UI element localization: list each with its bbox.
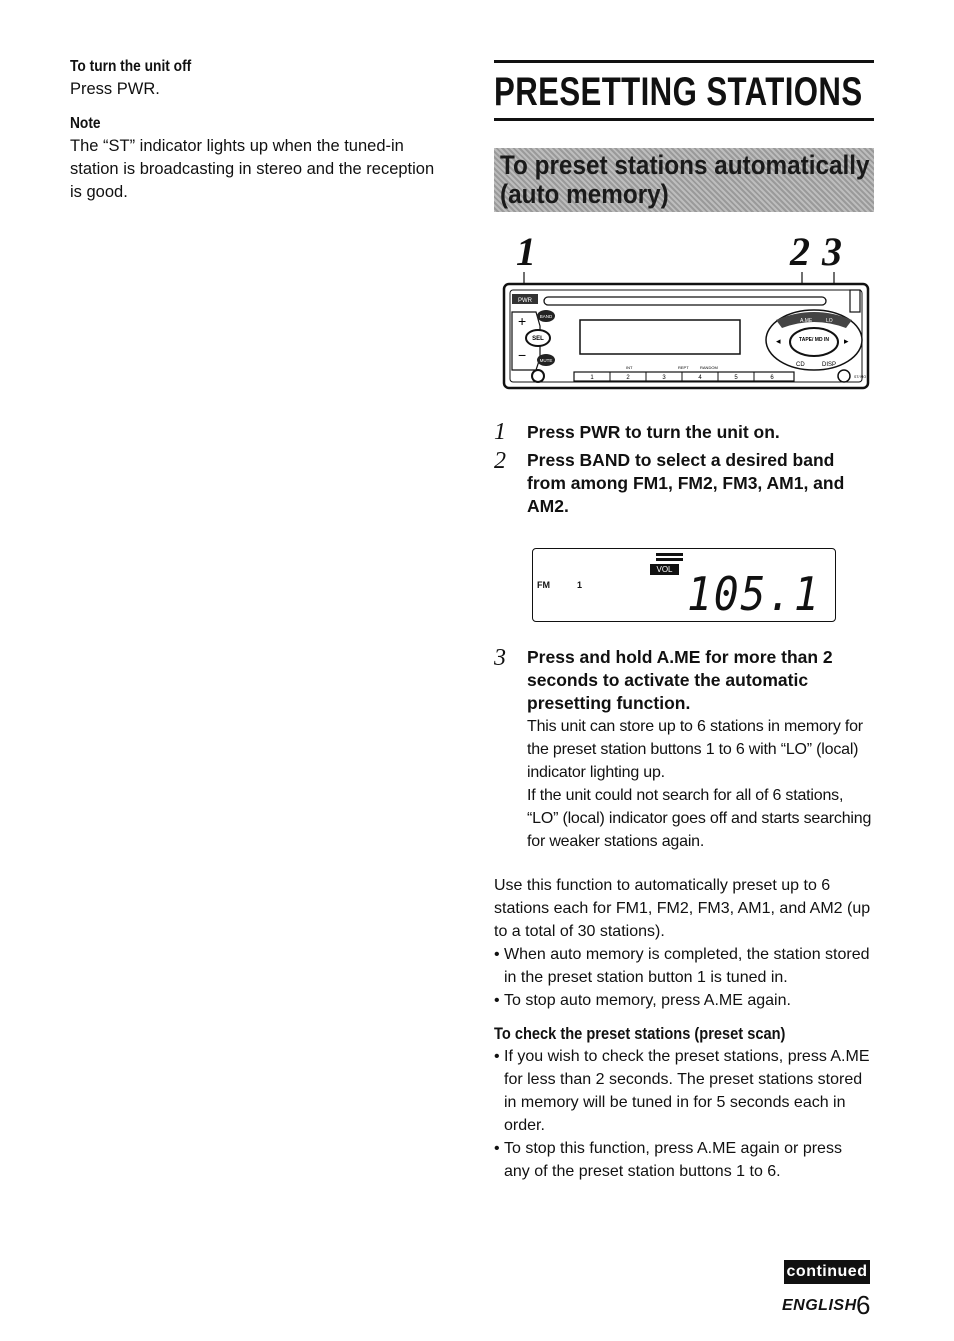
list-item: [494, 943, 872, 989]
int-label: INT: [626, 365, 633, 370]
step-3-body-1: This unit can store up to 6 stations in memory for the preset station buttons 1 to 6 with “LO” (local) indicator lighting up.: [527, 718, 863, 781]
lcd-band: FM: [537, 580, 550, 590]
turn-off-text: Press PWR.: [70, 80, 160, 98]
note-heading: Note: [70, 115, 101, 132]
title-rule-top: [494, 60, 874, 63]
callout-2: 2: [790, 229, 810, 274]
bullet-icon: •: [494, 1140, 500, 1157]
minus-label: −: [518, 347, 527, 363]
continued-badge: continued: [784, 1260, 870, 1284]
callout-1: 1: [516, 229, 536, 274]
page-title: PRESETTING STATIONS: [494, 70, 863, 114]
right-arrow-icon: ▸: [844, 336, 849, 346]
rept-label: REPT: [678, 365, 689, 370]
bullet-icon: •: [494, 946, 500, 963]
banner-heading: [500, 151, 870, 209]
lcd-segment-mid: [656, 558, 683, 561]
left-arrow-icon: ◂: [776, 336, 781, 346]
step-1-number: 1: [494, 419, 506, 445]
bullet-text: To stop this function, press A.ME again or press any of the preset station buttons 1 to 6.: [504, 1140, 842, 1180]
bullet-text: If you wish to check the preset stations, press A.ME for less than 2 seconds. The preset stations stored in memory will be tuned in for 5 seconds each in order.: [504, 1048, 870, 1134]
bottom-section: [494, 874, 872, 1183]
mute-label: MUTE: [539, 358, 553, 363]
step-3-body-2: If the unit could not search for all of 6 stations, “LO” (local) indicator goes off and starts searching for weaker stations again.: [527, 787, 872, 850]
callout-3: 3: [822, 229, 842, 274]
list-item: [494, 1045, 872, 1137]
list-item: [494, 1137, 872, 1183]
preset-scan-heading: To check the preset stations (preset scan): [494, 1024, 786, 1043]
step-2-number: 2: [494, 448, 506, 474]
bullet-icon: •: [494, 992, 500, 1009]
random-label: RANDOM: [700, 365, 718, 370]
lcd-frequency: 105.1: [687, 567, 821, 621]
intro-text: Use this function to automatically preset up to 6 stations each for FM1, FM2, FM3, AM1, and AM2 (up to a total of 30 stations).: [494, 877, 871, 940]
car-stereo-diagram: [500, 268, 872, 392]
step-3-heading: Press and hold A.ME for more than 2 seconds to activate the automatic presetting function.: [527, 647, 833, 713]
step-3-number: 3: [494, 645, 506, 671]
title-rule-bottom: [494, 118, 874, 121]
ame-label: A.ME: [800, 318, 813, 324]
lcd-band-number: 1: [577, 580, 583, 590]
pwr-label: PWR: [518, 298, 532, 304]
preset-4-label: 4: [698, 375, 702, 381]
disp-label: DISP: [822, 362, 837, 368]
banner-line-1: To preset stations automatically: [500, 150, 870, 180]
bullet-text: To stop auto memory, press A.ME again.: [504, 992, 791, 1009]
lcd-display: [532, 548, 836, 622]
st-mo-label: ST/ MO: [854, 375, 867, 379]
list-item: [494, 989, 872, 1012]
step-1-heading: Press PWR to turn the unit on.: [527, 422, 780, 442]
left-column: [70, 56, 450, 204]
section-banner: [494, 148, 874, 212]
lo-label: LO: [826, 318, 833, 324]
band-label: BAND: [539, 314, 553, 319]
banner-line-2: (auto memory): [500, 179, 669, 209]
step-2-heading: Press BAND to select a desired band from among FM1, FM2, FM3, AM1, and AM2.: [527, 450, 845, 516]
footer-language: ENGLISH: [782, 1297, 857, 1314]
display-window: [580, 320, 740, 354]
preset-3-label: 3: [662, 375, 666, 381]
lcd-segment-top: [656, 553, 683, 556]
bullet-icon: •: [494, 1048, 500, 1065]
plus-label: +: [518, 313, 527, 329]
preset-6-label: 6: [770, 375, 774, 381]
preset-1-label: 1: [590, 375, 594, 381]
cd-label: CD: [796, 362, 805, 368]
page-number: 6: [856, 1290, 871, 1320]
note-text: The “ST” indicator lights up when the tuned-in station is broadcasting in stereo and the reception is good.: [70, 137, 435, 201]
bullet-text: When auto memory is completed, the station stored in the preset station button 1 is tuned in.: [504, 946, 870, 986]
lcd-vol-indicator: VOL: [650, 564, 679, 575]
tape-md-label: TAPE/ MD IN: [799, 337, 829, 343]
preset-5-label: 5: [734, 375, 738, 381]
turn-off-heading: To turn the unit off: [70, 58, 192, 75]
preset-2-label: 2: [626, 375, 630, 381]
sel-label: SEL: [532, 336, 544, 342]
step-3: [527, 646, 873, 853]
